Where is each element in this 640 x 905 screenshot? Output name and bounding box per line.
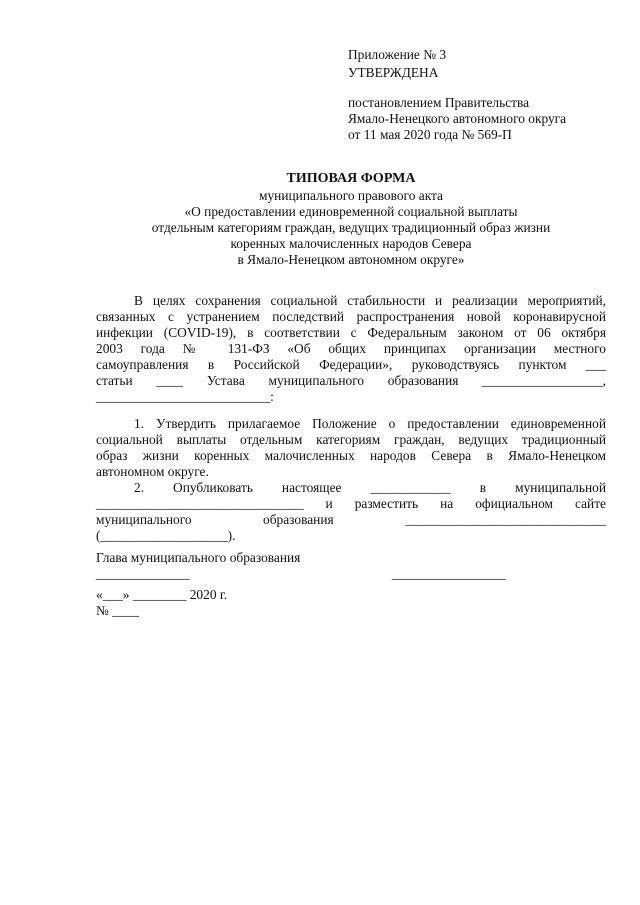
signature-blank-right: _________________	[392, 566, 506, 581]
preamble-line-2: связанных с устранением последствий распространения новой коронавирусной	[96, 309, 606, 324]
item-1-line-3: образ жизни коренных малочисленных народов Севера в Ямало-Ненецком	[96, 448, 606, 463]
preamble-line-7: __________________________:	[96, 389, 274, 404]
form-heading: ТИПОВАЯ ФОРМА	[286, 171, 416, 186]
preamble-line-6: статьи ____ Устава муниципального образования __________________,	[96, 373, 606, 388]
preamble-line-5: самоуправления в Российской Федерации», руководствуясь пунктом ___	[96, 357, 606, 372]
item-1-line-4: автономном округе.	[96, 464, 209, 479]
title-line-5: в Ямало-Ненецком автономном округе»	[237, 252, 465, 267]
resolution-line-2: Ямало-Ненецкого автономного округа	[348, 111, 567, 126]
item-1-line-1: 1. Утвердить прилагаемое Положение о предоставлении единовременной	[134, 416, 606, 431]
item-1-line-2: социальной выплаты отдельным категориям граждан, ведущих традиционный	[96, 432, 606, 447]
approved-label: УТВЕРЖДЕНА	[348, 65, 439, 80]
title-line-3: отдельным категориям граждан, ведущих традиционный образ жизни	[151, 220, 551, 235]
item-2-line-3: муниципального образования ______________________________	[96, 512, 606, 527]
title-line-4: коренных малочисленных народов Севера	[230, 236, 472, 251]
preamble-line-3: инфекции (COVID-19), в соответствии с Федеральным законом от 06 октября	[96, 325, 606, 340]
item-2-line-2: _______________________________ и разместить на официальном сайте	[96, 496, 606, 511]
item-2-line-1: 2. Опубликовать настоящее ____________ в муниципальной	[134, 480, 606, 495]
preamble-line-4: 2003 года № 131-ФЗ «Об общих принципах организации местного	[96, 341, 606, 356]
appendix-number: Приложение № 3	[348, 47, 447, 62]
resolution-line-3: от 11 мая 2020 года № 569-П	[348, 127, 512, 142]
preamble-line-1: В целях сохранения социальной стабильности и реализации мероприятий,	[134, 293, 606, 308]
title-line-1: муниципального правового акта	[258, 188, 443, 203]
item-2-line-4: (___________________).	[96, 528, 236, 543]
date-line: «___» ________ 2020 г.	[96, 587, 228, 602]
signature-label: Глава муниципального образования	[96, 550, 301, 565]
document-number: № ____	[96, 603, 139, 618]
signature-blank-left: ______________	[96, 566, 190, 581]
title-line-2: «О предоставлении единовременной социальной выплаты	[184, 204, 518, 219]
resolution-line-1: постановлением Правительства	[348, 95, 530, 110]
